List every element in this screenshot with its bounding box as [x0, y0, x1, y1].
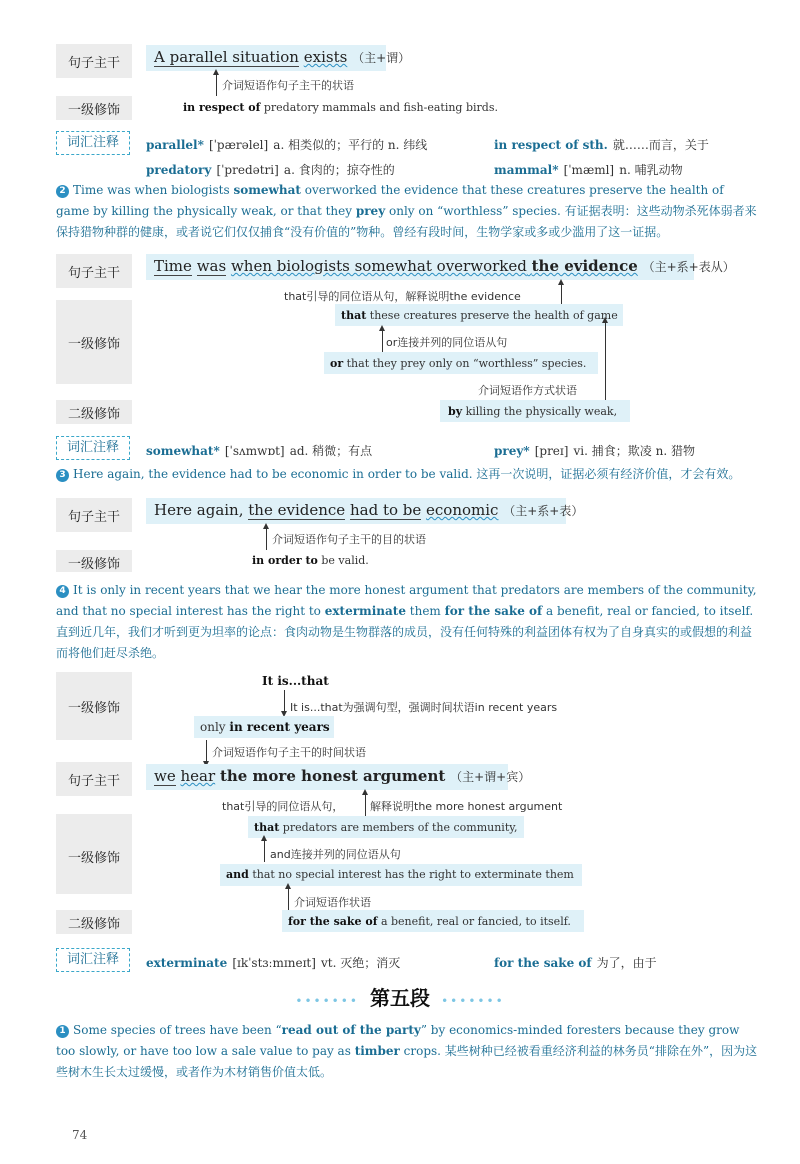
label-main: 句子主干: [67, 774, 120, 789]
subject: A parallel situation: [154, 48, 299, 66]
structure-tag: （主+谓）: [352, 51, 411, 65]
modifier-1: that predators are members of the community,: [254, 821, 518, 834]
main-clause: [154, 767, 530, 785]
annotation: 介词短语作句子主干的状语: [222, 79, 354, 92]
arrow-up: [264, 840, 265, 862]
label-main: 句子主干: [67, 510, 120, 525]
linking-verb: had to be: [349, 501, 422, 519]
arrow-up: [561, 284, 562, 306]
annotation: that引导的同位语从句，解释说明the evidence: [284, 290, 521, 303]
label-mod1: 一级修饰: [67, 103, 120, 118]
sentence-number: 4: [56, 585, 69, 598]
annotation: It is...that为强调句型，强调时间状语in recent years: [290, 701, 558, 714]
arrow-down: [206, 740, 207, 762]
decor-dots: •••••••: [441, 994, 505, 1008]
annotation: and连接并列的同位语从句: [270, 848, 401, 861]
modifier-1: only in recent years: [200, 720, 330, 734]
subject: Time: [154, 257, 192, 275]
arrow-up: [266, 528, 267, 550]
sentence-number: 3: [56, 469, 69, 482]
section-header: [0, 982, 800, 1011]
paragraph: 1 Some species of trees have been “read out of the party” by economics-minded foresters because they grow too slowly, or have too low a sale value to pay as timber crops. 某些树种已经被看重经济利益的林务员“排除在外”，因为这些树木生长太过缓慢，或者作为木材销售价值太低。: [56, 1023, 758, 1079]
label-mod2: 二级修饰: [67, 917, 120, 932]
page-number: 74: [72, 1128, 88, 1142]
linking-verb: was: [196, 257, 227, 275]
section-title: 第五段: [370, 986, 430, 1010]
subject: the evidence: [248, 501, 346, 519]
paragraph: 2 Time was when biologists somewhat overworked the evidence that these creatures preserve the health of game by killing the physically weak, or that they prey only on “worthless” species. 有证据表明：这些动物杀死体弱者来保持猎物种群的健康，或者说它们仅仅捕食“没有价值的”物种。曾经有段时间，生物学家或多或少滥用了这一证据。: [56, 183, 757, 239]
vocab-item: prey* [preɪ] vi. 捕食；欺凌 n. 猎物: [494, 444, 695, 458]
modifier-1: in order to be valid.: [252, 554, 369, 567]
vocab-item: mammal* [ˈmæml] n. 哺乳动物: [494, 163, 683, 177]
structure-tag: （主+谓+宾）: [450, 770, 531, 784]
annotation: 介词短语作句子主干的目的状语: [272, 533, 426, 546]
vocab-item: predatory [ˈpredətri] a. 食肉的；掠夺性的: [146, 163, 395, 177]
emphasis-structure: It is...that: [262, 674, 329, 688]
predicate: exists: [303, 48, 348, 66]
annotation: 解释说明the more honest argument: [370, 800, 563, 813]
modifier-1: or that they prey only on “worthless” species.: [330, 357, 587, 370]
label-vocab: 词汇注释: [56, 948, 130, 972]
predicative: economic: [426, 501, 499, 519]
arrow-up: [216, 74, 217, 96]
subject: we: [154, 767, 176, 785]
sentence-number: 2: [56, 185, 69, 198]
label-vocab: 词汇注释: [56, 436, 130, 460]
modifier-2: by killing the physically weak,: [448, 405, 618, 418]
label-mod1: 一级修饰: [67, 337, 120, 352]
decor-dots: •••••••: [295, 994, 359, 1008]
label-mod1: 一级修饰: [67, 851, 120, 866]
vocab-item: for the sake of 为了，由于: [494, 956, 657, 970]
paragraph: 3 Here again, the evidence had to be economic in order to be valid. 这再一次说明，证据必须有经济价值，才会有效。: [56, 464, 758, 485]
structure-tag: （主+系+表）: [503, 504, 584, 518]
label-mod1: 一级修饰: [67, 701, 120, 716]
label-main: 句子主干: [67, 56, 120, 71]
object: the more honest argument: [219, 767, 446, 785]
vocab-item: parallel* [ˈpærəlel] a. 相类似的；平行的 n. 纬线: [146, 138, 428, 152]
annotation: 介词短语作句子主干的时间状语: [212, 746, 366, 759]
predicate: hear: [180, 767, 216, 785]
vocab-item: exterminate [ɪkˈstɜːmɪneɪt] vt. 灭绝；消灭: [146, 956, 401, 970]
vocab-item: somewhat* [ˈsʌmwɒt] ad. 稍微；有点: [146, 444, 373, 458]
arrow-up: [288, 888, 289, 910]
main-clause: [154, 257, 735, 275]
annotation: that引导的同位语从句，: [222, 800, 344, 813]
sentence-number: 1: [56, 1025, 69, 1038]
main-clause: Here again, the evidence had to be economic （主+系+表）: [154, 501, 584, 519]
arrow-up: [605, 322, 606, 400]
label-main: 句子主干: [67, 266, 120, 281]
arrow-up: [382, 330, 383, 352]
structure-tag: （主+系+表从）: [642, 260, 735, 274]
modifier-1: and that no special interest has the right to exterminate them: [226, 868, 574, 881]
main-clause: [154, 48, 410, 66]
paragraph: 4 It is only in recent years that we hear the more honest argument that predators are members of the community, and that no special interest has the right to exterminate them for the sake of a benefit, real or fancied, to itself. 直到近几年，我们才听到更为坦率的论点：食肉动物是生物群落的成员，没有任何特殊的利益团体有权为了自身真实的或假想的利益而将他们赶尽杀绝。: [56, 583, 757, 660]
label-mod1: 一级修饰: [67, 557, 120, 572]
label-mod2: 二级修饰: [67, 407, 120, 422]
vocab-item: in respect of sth. 就……而言，关于: [494, 138, 709, 152]
modifier-1: that these creatures preserve the health of game: [341, 309, 618, 322]
annotation: 介词短语作状语: [294, 896, 371, 909]
modifier-1: in respect of predatory mammals and fish-eating birds.: [183, 101, 498, 114]
arrow-down: [284, 690, 285, 712]
annotation: or连接并列的同位语从句: [386, 336, 508, 349]
predicative-clause: when biologists somewhat overworked the evidence: [230, 257, 638, 275]
label-vocab: 词汇注释: [56, 131, 130, 155]
annotation: 介词短语作方式状语: [478, 384, 577, 397]
modifier-2: for the sake of a benefit, real or fancied, to itself.: [288, 915, 571, 928]
